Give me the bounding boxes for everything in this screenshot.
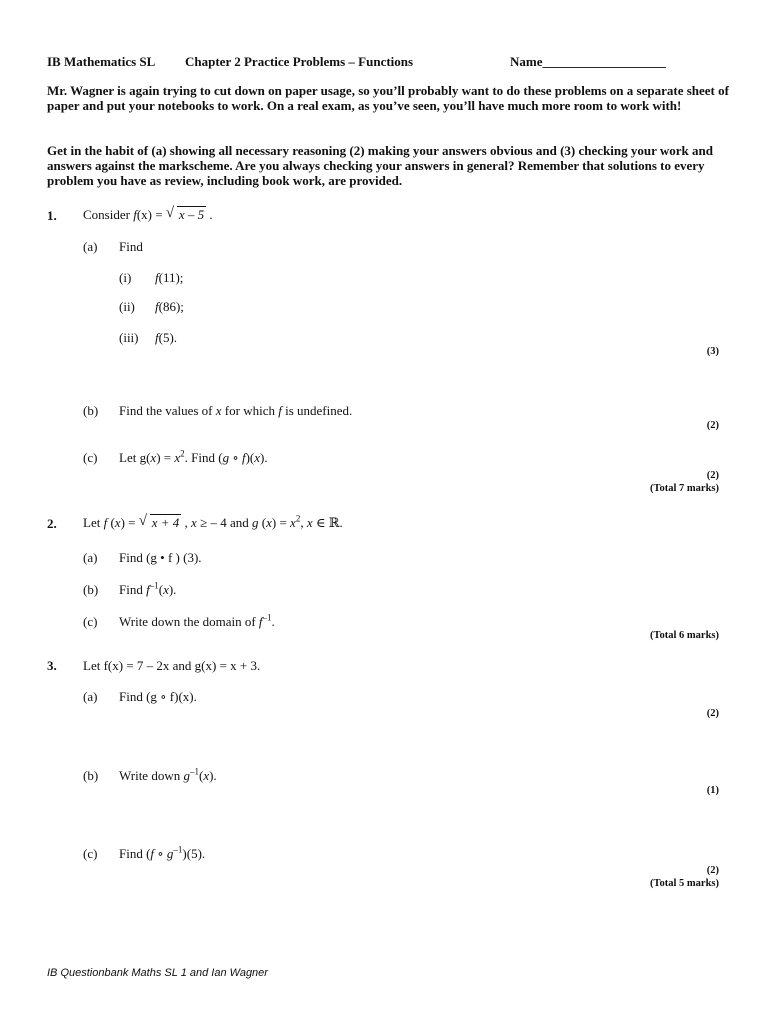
q2-part-c-label: (c) [83,614,98,629]
question-2-number: 2. [47,516,57,531]
name-field[interactable]: Name___________________ [510,54,666,69]
q1-part-c-marks: (2) [706,470,719,481]
q2-part-b-label: (b) [83,582,99,597]
q2-total-marks: (Total 6 marks) [649,630,719,641]
q1-part-c-label: (c) [83,450,98,465]
q1-part-c-text: Let $g(x) = x^2$. Find (g ∘ f)(x). [119,448,268,465]
q1-part-b-text: Find the values of x for which f is undefined. [119,403,353,418]
q3-part-a-label: (a) [83,689,98,704]
q1-sub-iii-label: (iii) [119,330,139,345]
q1-part-a-marks: (3) [706,346,719,357]
q3-part-b-text: Write down $g^{-1}(x)$. [119,766,217,783]
q2-part-a-text: Find (g • f ) (3). [119,550,202,565]
q2-part-b-text: Find $f^{-1}(x)$. [119,580,177,597]
course-title: IB Mathematics SL [47,54,156,69]
q3-part-a-marks: (2) [706,708,719,719]
intro-paragraph-2: Get in the habit of (a) showing all necessary reasoning (2) making your answers obvious and (3) checking your work and answers against the markscheme. Are you always checking your answers in general? Remember that solutions to every problem you have as review, including book work, are provided. [47,143,713,188]
question-3-stem: Let f(x) = 7 – 2x and g(x) = x + 3. [83,658,261,673]
q1-part-a-text: Find [119,239,143,254]
q1-part-b-marks: (2) [706,420,719,431]
question-3-number: 3. [47,658,57,673]
q1-part-b-label: (b) [83,403,99,418]
q3-part-c-marks: (2) [706,865,719,876]
q2-part-a-label: (a) [83,550,98,565]
intro-paragraph-1: Mr. Wagner is again trying to cut down on paper usage, so you’ll probably want to do these problems on a separate sheet of paper and put your notebooks to work. On a real exam, as you’ve seen, you’ll have much more room to work with! [47,83,729,113]
q1-sub-iii-text: f(5). [155,330,178,345]
q1-sub-i-text: f(11); [155,270,184,285]
q3-part-b-label: (b) [83,768,99,783]
q3-total-marks: (Total 5 marks) [649,878,719,889]
q1-sub-ii-label: (ii) [119,299,135,314]
q3-part-c-label: (c) [83,846,98,861]
q2-part-c-text: Write down the domain of $f^{-1}$. [119,612,275,629]
q3-part-a-text: Find (g ∘ f)(x). [119,689,197,704]
page-footer: IB Questionbank Maths SL 1 and Ian Wagner [47,967,268,979]
chapter-title: Chapter 2 Practice Problems – Functions [185,54,414,69]
q1-sub-i-label: (i) [119,270,132,285]
question-2-stem: Let f (x) = √ x + 4 , x ≥ – 4 and g $(x) = x^2$, x ∈ ℝ. [83,515,343,531]
q3-part-c-text: Find (f ∘ $g^{-1})(5)$. [119,844,206,861]
q1-total-marks: (Total 7 marks) [649,483,719,494]
question-1-stem: Consider f(x) = √ x – 5 . [83,207,213,223]
q1-sub-ii-text: f(86); [155,299,184,314]
q1-part-a-label: (a) [83,239,98,254]
question-1-number: 1. [47,208,57,223]
q3-part-b-marks: (1) [706,785,719,796]
